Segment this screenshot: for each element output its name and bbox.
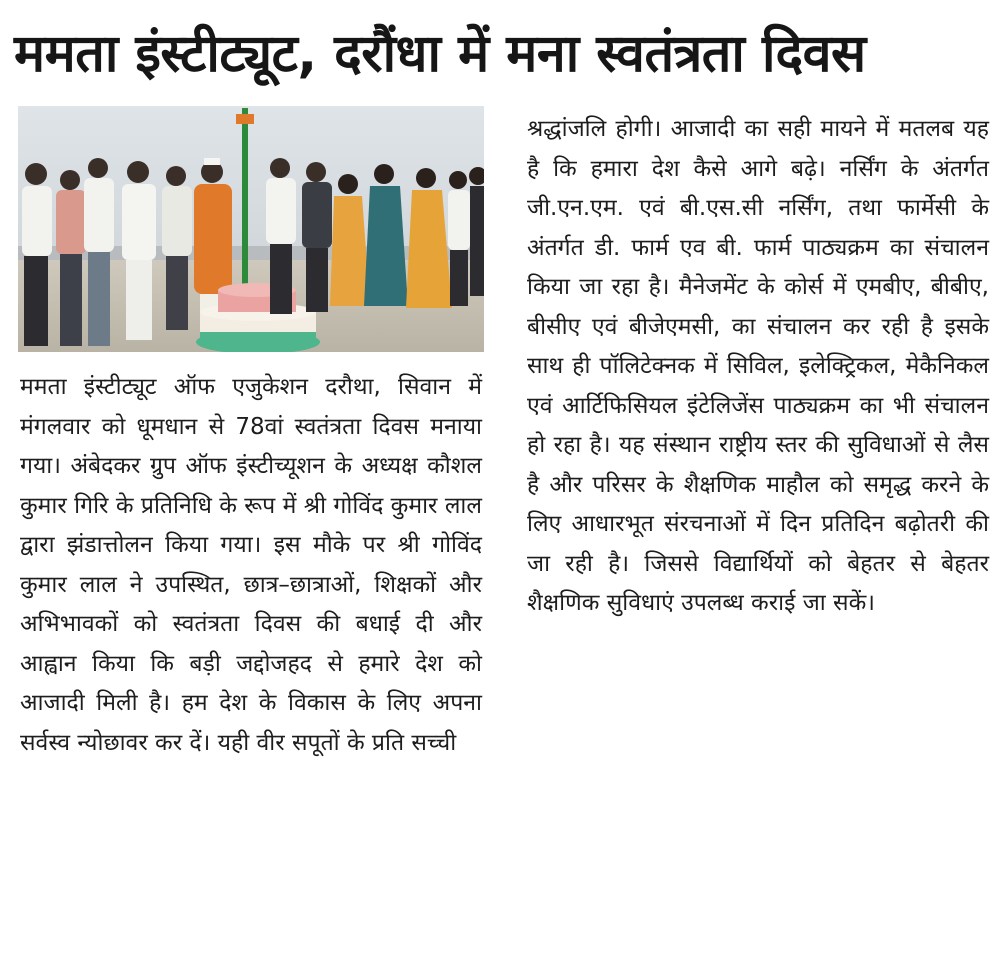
people-left	[22, 158, 192, 346]
article-body-right	[527, 110, 989, 624]
left-column-text: ममता इंस्टीट्यूट ऑफ एजुकेशन दरौथा, सिवान में मंगलवार को धूमधान से 78वां स्वतंत्रता दिवस मनाया गया। अंबेदकर ग्रुप ऑफ इंस्टीच्यूशन के अध्यक्ष कौशल कुमार गिरि के प्रतिनिधि के रूप में श्री गोविंद कुमार लाल द्वारा झंडात्तोलन किया गया। इस मौके पर श्री गोविंद कुमार लाल ने उपस्थित, छात्र–छात्राओं, शिक्षकों और अभिभावकों को स्वतंत्रता दिवस की बधाई दी और आह्वान किया कि बड़ी जद्दोजहद से हमारे देश को आजादी मिली है। हम देश के विकास के लिए अपना सर्वस्व न्योछावर कर दें। यही वीर सपूतों के प्रति सच्ची	[20, 374, 482, 756]
article-body-left	[20, 368, 482, 763]
event-photo-illustration	[18, 106, 484, 352]
headline: ममता इंस्टीट्यूट, दरौंधा में मना स्वतंत्रता दिवस	[14, 24, 866, 84]
right-column-text: श्रद्धांजलि होगी। आजादी का सही मायने में मतलब यह है कि हमारा देश कैसे आगे बढ़े। नर्सिंग के अंतर्गत जी.एन.एम. एवं बी.एस.सी नर्सिंग, तथा फार्मेसी के अंतर्गत डी. फार्म एव बी. फार्म पाठ्यक्रम का संचालन किया जा रहा है। मैनेजमेंट के कोर्स में एमबीए, बीबीए, बीसीए एवं बीजेएमसी, का संचालन कर रही है इसके साथ ही पॉलिटेक्नक में सिविल, इलेक्ट्रिकल, मेकैनिकल एवं आर्टिफिसियल इंटेलिजेंस पाठ्यक्रम का भी संचालन हो रहा है। यह संस्थान राष्ट्रीय स्तर की सुविधाओं से लैस है और परिसर के शैक्षणिक माहौल को समृद्ध करने के लिए आधारभूत संरचनाओं में दिन प्रतिदिन बढ़ोतरी की जा रही है। जिससे विद्यार्थियों को बेहतर से बेहतर शैक्षणिक सुविधाएं उपलब्ध कराई जा सकें।	[527, 116, 989, 616]
event-photo	[18, 106, 484, 352]
flag-pole	[242, 108, 248, 288]
flag-saffron-band	[236, 114, 254, 124]
